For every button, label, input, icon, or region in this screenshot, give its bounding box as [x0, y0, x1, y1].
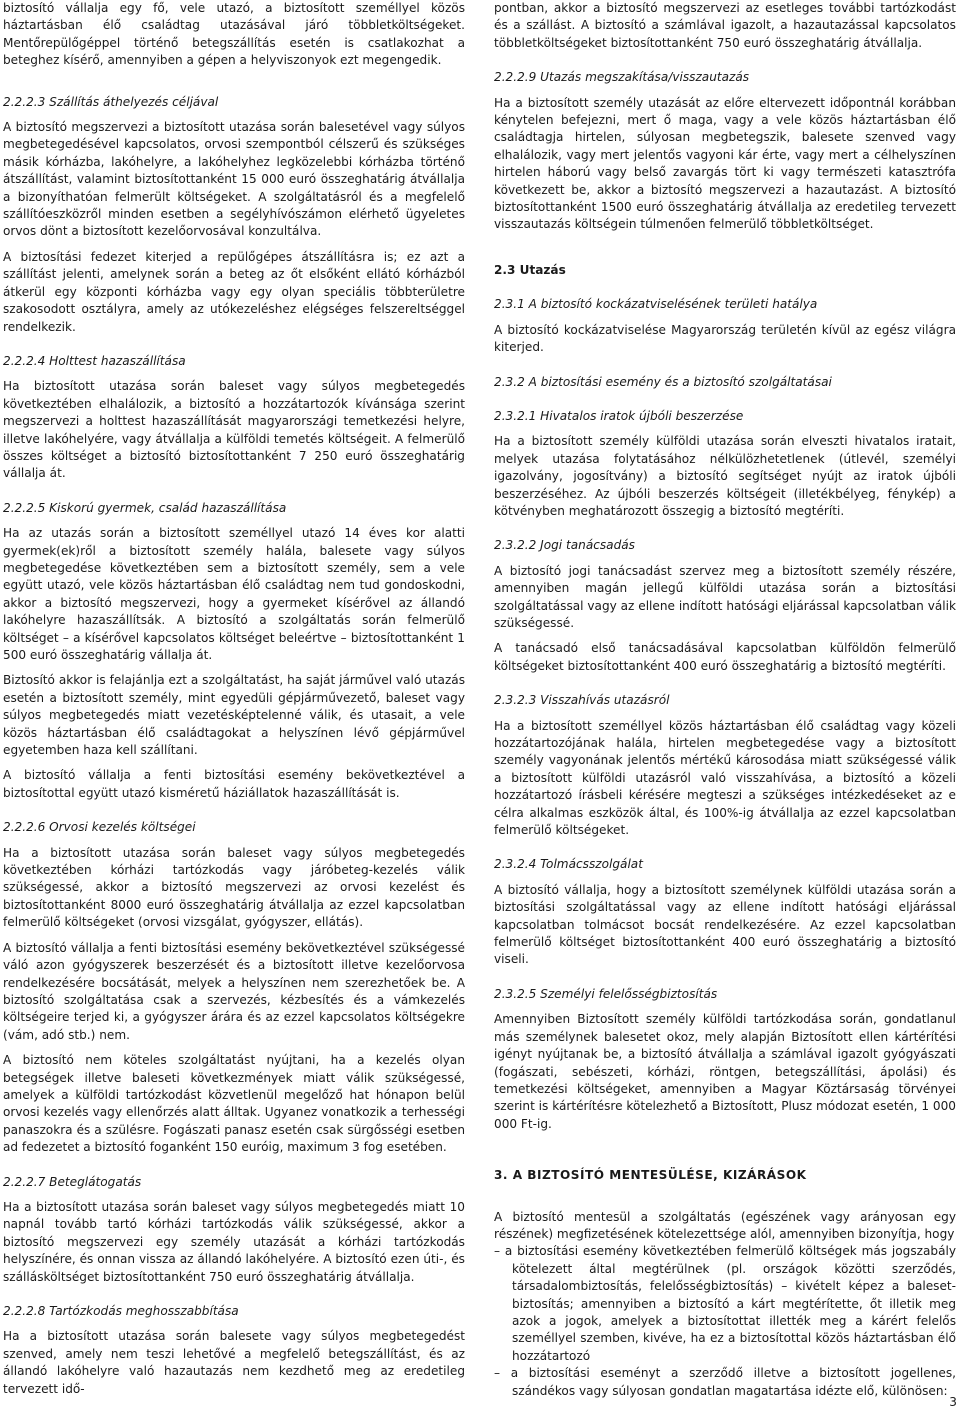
heading-2-2-2-7: 2.2.2.7 Beteglátogatás [3, 1174, 142, 1189]
paragraph: Ha az utazás során a biztosított személlyel utazó 14 éves kor alatti gyermek(ek)ről a biztosított személy halála, balesete vagy súlyos megbetegedése következtében sem a biztosított személy, sem a vele együtt utazó, vele közös háztartásban élő családtag nem tud gondoskodni, akkor a biztosító megszervezi, hogy a gyermeket kísérővel az állandó lakóhelyre hazaszállítsák. A biztosító a szolgáltatás során felmerülő költséget – a kísérővel kapcsolatos költséget beleértve – biztosítottanként 1 500 euró összeghatárig vállalja át. [3, 526, 465, 662]
list-item: – a biztosítási esemény következtében felmerülő költségek más jogszabály kötelezett által megtérülnek (pl. országok közötti szerződés, társadalombiztosítás, felelősségbiztosítás) – kivételt képez a baleset-biztosítás; amennyiben a biztosító a kárt megtérítette, őt illetik meg azok a jogok, amelyek a biztosítottat illették meg a kárért felelős személlyel szemben, kivéve, ha ez a biztosítottal közös háztartásban élő hozzátartozó [494, 1244, 956, 1363]
paragraph: Ha a biztosított utazása során baleset vagy súlyos megbetegedés következtében kórházi tartózkodás vagy járóbeteg-kezelés válik szükségessé, akkor a biztosító megszervezi az orvosi kezelést és biztosítottanként 8000 euró összeghatárig átvállalja az ezzel kapcsolatban felmerülő költségeket (orvosi vizsgálat, gyógyszer, ellátás). [3, 845, 465, 930]
heading-2-2-2-5: 2.2.2.5 Kiskorú gyermek, család hazaszállítása [3, 500, 287, 515]
paragraph: Ha a biztosított személy utazását az előre eltervezett időpontnál korábban kénytelen befejezni, mert ő maga, vagy a vele közös háztartásban élő családtagja hirtelen, súlyosan megbetegszik, balesete szenved vagy elhalálozik, vagy mert jelentős vagyoni kár érte, vagy mert a célhelyszínen hirtelen háború vagy belső zavargás tört ki vagy természeti katasztrófa következett be, akkor a biztosító megszervezi a hazautazást. A biztosító biztosítottanként 1500 euró összeghatárig átvállalja az eredetileg tervezett visszautazás költségein túlmenően felmerülő többletköltséget. [494, 95, 956, 232]
paragraph: A biztosító jogi tanácsadást szervez meg a biztosított személy részére, amennyiben magán jellegű külföldi utazása során a biztosítási szolgáltatással vagy az ellene indított hatósági eljárással kapcsolatban válik szükségessé. [494, 563, 956, 630]
paragraph: A biztosító megszervezi a biztosított utazása során balesetével vagy súlyos megbetegedésével kapcsolatos, orvosi szempontból célszerű és szükséges másik kórházba, lakóhelyre, a lakóhelyhez legközelebbi kórházba történő átszállítást, valamint biztosítottanként 15 000 euró összeghatárig átvállalja a bizonyíthatóan felmerült költségeket. A szolgáltatásról és a megfelelő szállítóeszközről minden esetben a segélyhívószámon elérhető ügyeletes orvos dönt a biztosított kezelőorvosával konzultálva. [3, 120, 465, 239]
paragraph: A biztosító vállalja a fenti biztosítási esemény bekövetkeztével szükségessé váló azon gyógyszerek beszerzését és a biztosított illetve kezelőorvosa rendelkezésére bocsátását, melyek a helyszínen nem szerezhetőek be. A biztosító szolgáltatása csak a szervezés, kézbesítés és a vámkezelés költségeire terjed ki, a gyógyszer árára és az ezzel kapcsolatos költségekre (vám, adó stb.) nem. [3, 940, 465, 1042]
paragraph: Ha biztosított utazása során baleset vagy súlyos megbetegedés következtében elhalálozik, a biztosító a hozzátartozók kívánsága szerint megszervezi a holttest hazaszállítását magyarországi temetkezési helyre, illetve lakóhelyére, vagy átvállalja a külföldi temetés költségeit. A felmerülő összes költséget a biztosító biztosítottanként 7 250 euró összeghatárig vállalja át. [3, 379, 465, 481]
paragraph: Ha a biztosított személlyel közös háztartásban élő családtag vagy közeli hozzátartozójának halála, hirtelen megbetegedése vagy a biztosított személy vagyonának jelentős mértékű károsodása miatt szükségessé válik a biztosított külföldi utazásról való visszahívása, a biztosító a közeli hozzátartozó írásbeli kérésére megteszi a szükséges intézkedéseket az e célra alkalmas eszközök által, és 100%-ig átvállalja az ezzel kapcsolatban felmerülő költségeket. [494, 718, 956, 838]
heading-2-3-2-1: 2.3.2.1 Hivatalos iratok újbóli beszerzése [494, 408, 744, 423]
list-item: – a biztosítási eseményt a szerződő illetve a biztosított jogellenes, szándékos vagy súlyosan gondatlan magatartása idézte elő, különösen: [494, 1366, 956, 1398]
paragraph: Ha a biztosított utazása során balesete vagy súlyos megbetegedést szenved, amely nem teszi lehetővé a megfelelő betegszállítást, és az állandó lakóhelyre való hazautazás nem kezdhető meg az eredetileg tervezett idő- [3, 1329, 465, 1396]
paragraph: A biztosítási fedezet kiterjed a repülőgépes átszállításra is; ez azt a szállítást jelenti, amelynek során a beteg az őt elsőként ellátó kórházból átkerül egy központi kórházba vagy egy olyan speciális többterületre szakosodott osztályra, amely az utókezeléshez elégséges felszereltséggel rendelkezik. [3, 249, 465, 334]
paragraph: Biztosító akkor is felajánlja ezt a szolgáltatást, ha saját járművel való utazás esetén a biztosított személy, mint egyedüli gépjárművezető, baleset vagy súlyos megbetegedés miatt vezetésképtelenné válik, és utasait, a vele közös háztartásban élő családtagokat a helyszínen lévő gépjárművel egyetemben haza kell szállítani. [3, 673, 465, 758]
left-column [3, 0, 465, 1398]
heading-2-3-2: 2.3.2 A biztosítási esemény és a biztosító szolgáltatásai [494, 374, 832, 389]
heading-2-2-2-4: 2.2.2.4 Holttest hazaszállítása [3, 353, 186, 368]
intro-paragraph: biztosító vállalja egy fő, vele utazó, a biztosított személlyel közös háztartásban élő családtag utazásával járó többletköltségeket. Mentőrepülőgéppel történő betegszállítás esetén is csatlakozhat a beteghez kísérő, amennyiben a gépen a helyviszonyok ezt megengedik. [3, 1, 465, 68]
page-number: 3 [949, 1394, 957, 1409]
continuation-paragraph: pontban, akkor a biztosító megszervezi az esetleges további tartózkodást és a szállást. A biztosító a számlával igazolt, a hazautazással kapcsolatos többletköltségeket biztosítottanként 750 euró összeghatárig átvállalja. [494, 1, 956, 50]
heading-2-3-2-2: 2.3.2.2 Jogi tanácsadás [494, 538, 635, 553]
paragraph: A biztosító nem köteles szolgáltatást nyújtani, ha a kezelés olyan betegségek illetve baleseti következmények miatt válik szükségessé, amelyek a külföldi tartózkodást közvetlenül megelőző hat hónapon belül orvosi kezelés vagy ellenőrzés alatt álltak. Ugyanez vonatkozik a terhességi panaszokra és a szülésre. Fogászati panasz esetén csak sürgősségi esetben ad fedezetet a biztosító foganként 150 euróig, maximum 3 fog esetében. [3, 1053, 465, 1155]
chapter-heading-3: 3. A BIZTOSÍTÓ MENTESÜLÉSE, KIZÁRÁSOK [494, 1168, 807, 1183]
exclusion-list [494, 1243, 956, 1400]
paragraph: Ha a biztosított személy külföldi utazása során elveszti hivatalos iratait, melyek utazása folytatásához nélkülözhetetlenek (útlevél, személyi igazolvány, jogosítvány) a biztosító segítséget nyújt az iratok újbóli beszerzéséhez. Az újbóli beszerzés költségeit (illetékbélyeg, fénykép) a kötvényben meghatározott összegig a biztosító megtéríti. [494, 434, 956, 518]
heading-2-2-2-8: 2.2.2.8 Tartózkodás meghosszabbítása [3, 1304, 239, 1318]
paragraph: A biztosító vállalja, hogy a biztosított személynek külföldi utazása során a biztosítási szolgáltatással vagy az ellene indított hatósági eljárással kapcsolatban tolmácsot bocsát rendelkezésére. Az ezzel kapcsolatban felmerülő költséget biztosítottanként 400 euró összeghatárig a biztosító viseli. [494, 882, 956, 967]
right-column [494, 0, 956, 1400]
heading-2-2-2-9: 2.2.2.9 Utazás megszakítása/visszautazás [494, 70, 750, 85]
paragraph: A biztosító kockázatviselése Magyarország területén kívül az egész világra kiterjed. [494, 322, 956, 355]
paragraph: A biztosító vállalja a fenti biztosítási esemény bekövetkeztével a biztosítottal együtt utazó kisméretű háziállatok hazaszállítását is. [3, 768, 465, 800]
heading-2-3-1: 2.3.1 A biztosító kockázatviselésének területi hatálya [494, 297, 818, 312]
section-heading-2-3: 2.3 Utazás [494, 262, 566, 277]
heading-2-3-2-3: 2.3.2.3 Visszahívás utazásról [494, 693, 670, 708]
paragraph: Amennyiben Biztosított személy külföldi tartózkodása során, gondatlanul más személynek balesetet okoz, mely alapján Biztosított ellen kártérítési igényt nyújtanak be, a biztosító átvállalja a számlával igazolt gyógyászati (fogászati, sebészeti, kórházi, röntgen, betegszállítási, ápolási) és temetkezési költségeket, amennyiben a Magyar Köztársaság törvényei szerint is kártérítésre kötelezhető a Biztosított, Plusz módozat esetén, 1 000 000 Ft-ig. [494, 1012, 956, 1131]
paragraph: Ha a biztosított utazása során baleset vagy súlyos megbetegedés miatt 10 napnál tovább tartó kórházi tartózkodás válik szükségessé, akkor a biztosító megszervezi egy személy utazását a kórházi tartózkodás helyszínére, és onnan vissza az állandó lakóhelyére. A biztosító ezen úti-, és szállásköltséget biztosítottanként 750 euró összeghatárig átvállalja. [3, 1199, 465, 1284]
heading-2-3-2-5: 2.3.2.5 Személyi felelősségbiztosítás [494, 986, 718, 1001]
heading-2-2-2-3: 2.2.2.3 Szállítás áthelyezés céljával [3, 94, 219, 109]
paragraph: A biztosító mentesül a szolgáltatás (egészének vagy arányosan egy részének) megfizetésének kötelezettsége alól, amennyiben bizonyítja, hogy [494, 1209, 956, 1241]
paragraph: A tanácsadó első tanácsadásával kapcsolatban külföldön felmerülő költségeket biztosítottanként 400 euró összeghatárig a biztosító megtéríti. [494, 641, 956, 673]
heading-2-3-2-4: 2.3.2.4 Tolmácsszolgálat [494, 857, 643, 872]
heading-2-2-2-6: 2.2.2.6 Orvosi kezelés költségei [3, 820, 196, 835]
